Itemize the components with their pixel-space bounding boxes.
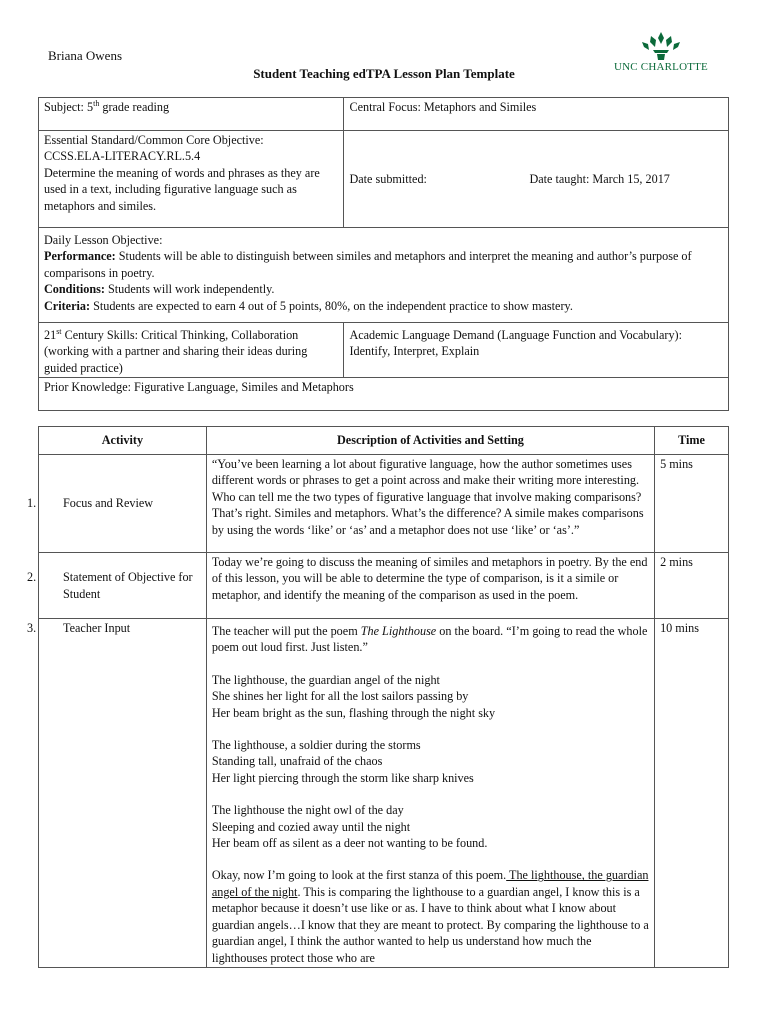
- poem-stanza-2: The lighthouse, a soldier during the storms Standing tall, unafraid of the chaos Her light piercing through the storm like sharp knives: [211, 738, 474, 785]
- date-taught: Date taught: March 15, 2017: [529, 171, 670, 186]
- time-cell: 5 mins: [655, 455, 729, 553]
- poem-stanza-3: The lighthouse the night owl of the day Sleeping and cozied away until the night Her beam off as silent as a deer not wanting to be found.: [211, 803, 488, 851]
- time-cell: 2 mins: [655, 553, 729, 619]
- header-description: Description of Activities and Setting: [206, 427, 654, 455]
- standard-cell: Essential Standard/Common Core Objective: CCSS.ELA-LITERACY.RL.5.4 Determine the meaning of words and phrases as they are used in a text, including figurative language such as metaphors and similes.: [39, 131, 344, 228]
- language-demand-cell: Academic Language Demand (Language Function and Vocabulary): Identify, Interpret, Explain: [344, 323, 729, 378]
- activity-cell: 1. Focus and Review: [39, 455, 207, 553]
- description-cell: The teacher will put the poem The Lighthouse on the board. “I’m going to read the whole poem out loud first. Just listen.” The lighthouse, the guardian angel of the night She shines her light for all the lost sailors passing by Her beam bright as the sun, flashing through the night sky The lighthouse, a soldier during the storms Standing tall, unafraid of the chaos Her light piercing through the storm like sharp knives The lighthouse the night owl of the day Sleeping and cozied away until the night Her beam off as silent as a deer not wanting to be found. Okay, now I’m going to look at the first stanza of this poem. The lighthouse, the guardian angel of the night. This is comparing the lighthouse to a guardian angel, I know this is a metaphor because it doesn’t use like or as. I have to think about what I know about guardian angels…I know that they are meant to protect. By comparing the lighthouse to a guardian angel, I think the author wanted to help us understand how much the lighthouses protect those who are: [206, 619, 654, 968]
- activities-table: [27, 426, 729, 968]
- prior-knowledge-cell: Prior Knowledge: Figurative Language, Similes and Metaphors: [39, 378, 729, 411]
- table-row: [39, 619, 729, 968]
- description-cell: “You’ve been learning a lot about figurative language, how the author sometimes uses different words or phrases to get a point across and make their writing more interesting. Who can tell me the two types of figurative language that involve making comparisons? That’s right. Similes and metaphors. What’s the difference? A simile makes comparisons by using the words ‘like’ or ‘as’ and a metaphor does not use ‘like’ or ‘as’.”: [206, 455, 654, 553]
- table-row: [39, 553, 729, 619]
- activity-cell: 2. Statement of Objective for Student: [39, 553, 207, 619]
- analysis-paragraph: Okay, now I’m going to look at the first stanza of this poem. The lighthouse, the guardian angel of the night. This is comparing the lighthouse to a guardian angel, I know this is a metaphor because it doesn’t use like or as. I have to think about what I know about guardian angels…I know that they are meant to protect. By comparing the lighthouse to a guardian angel, I think the author wanted to help us understand how much the lighthouses protect those who are: [211, 868, 649, 965]
- activity-cell: 3. Teacher Input: [39, 619, 207, 968]
- header-time: Time: [655, 427, 729, 455]
- poem-stanza-1: The lighthouse, the guardian angel of the night She shines her light for all the lost sailors passing by Her beam bright as the sun, flashing through the night sky: [211, 672, 496, 720]
- dates-cell: [344, 131, 729, 228]
- crown-icon: [639, 30, 683, 62]
- author-name: Briana Owens: [48, 48, 123, 63]
- header-activity: Activity: [39, 427, 207, 455]
- unc-charlotte-logo: [606, 30, 716, 73]
- date-submitted: Date submitted:: [349, 171, 427, 186]
- central-focus-cell: Central Focus: Metaphors and Similes: [344, 98, 729, 131]
- description-cell: Today we’re going to discuss the meaning of similes and metaphors in poetry. By the end of this lesson, you will be able to determine the type of comparison, is it a simile or metaphor, and identify the meaning of the comparison as used in the poem.: [206, 553, 654, 619]
- time-cell: 10 mins: [655, 619, 729, 968]
- daily-objective-cell: Daily Lesson Objective: Performance: Students will be able to distinguish between similes and metaphors and interpret the meaning and author’s purpose of comparisons in poetry. Conditions: Students will work independently. Criteria: Students are expected to earn 4 out of 5 points, 80%, on the independent practice to show mastery.: [39, 228, 729, 323]
- table-row: [39, 455, 729, 553]
- lesson-info-table: [38, 97, 729, 411]
- document-title: Student Teaching edTPA Lesson Plan Template: [253, 66, 515, 81]
- skills-cell: 21st Century Skills: Critical Thinking, Collaboration (working with a partner and sharing their ideas during guided practice): [39, 323, 344, 378]
- subject-cell: Subject: 5th grade reading: [39, 98, 344, 131]
- logo-text: UNC CHARLOTTE: [614, 61, 708, 73]
